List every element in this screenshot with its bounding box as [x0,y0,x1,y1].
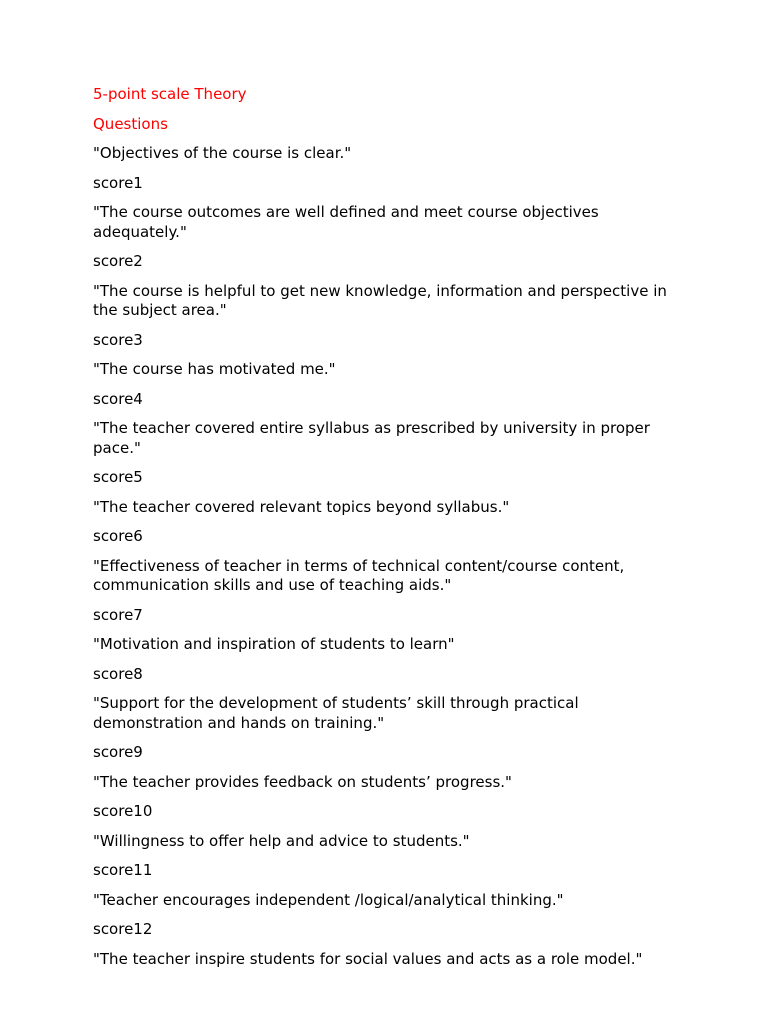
score-label: score1 [93,173,143,192]
question-text: "Willingness to offer help and advice to students." [93,831,470,850]
document-body [93,85,683,979]
question-text: "The teacher covered relevant topics beyond syllabus." [93,497,510,516]
score-label: score5 [93,468,143,486]
score-label: score9 [93,743,143,761]
questions-heading: Questions [93,114,168,133]
question-text: "The course is helpful to get new knowledge, information and perspective in the subject area." [93,281,667,319]
score-label: score2 [93,252,143,270]
question-text: "The teacher provides feedback on students’ progress." [93,772,512,791]
score-label: score8 [93,664,143,683]
score-label: score4 [93,389,143,408]
question-text: "The course has motivated me." [93,360,336,378]
score-label: score11 [93,861,153,879]
document-title: 5-point scale Theory [93,85,247,103]
question-text: "Support for the development of students’ skill through practical demonstration and hands on training." [93,694,579,732]
question-text: "Motivation and inspiration of students to learn" [93,635,455,653]
question-text: "The teacher covered entire syllabus as prescribed by university in proper pace." [93,419,650,457]
question-text: "The teacher inspire students for social values and acts as a role model." [93,949,643,968]
score-label: score3 [93,330,143,349]
score-label: score7 [93,605,143,624]
score-label: score12 [93,920,153,938]
score-label: score6 [93,527,143,545]
question-text: "Objectives of the course is clear." [93,144,352,162]
score-label: score10 [93,802,153,820]
question-text: "Teacher encourages independent /logical/analytical thinking." [93,890,564,909]
question-text: "The course outcomes are well defined and meet course objectives adequately." [93,203,599,241]
question-text: "Effectiveness of teacher in terms of technical content/course content, communication skills and use of teaching aids." [93,556,625,594]
